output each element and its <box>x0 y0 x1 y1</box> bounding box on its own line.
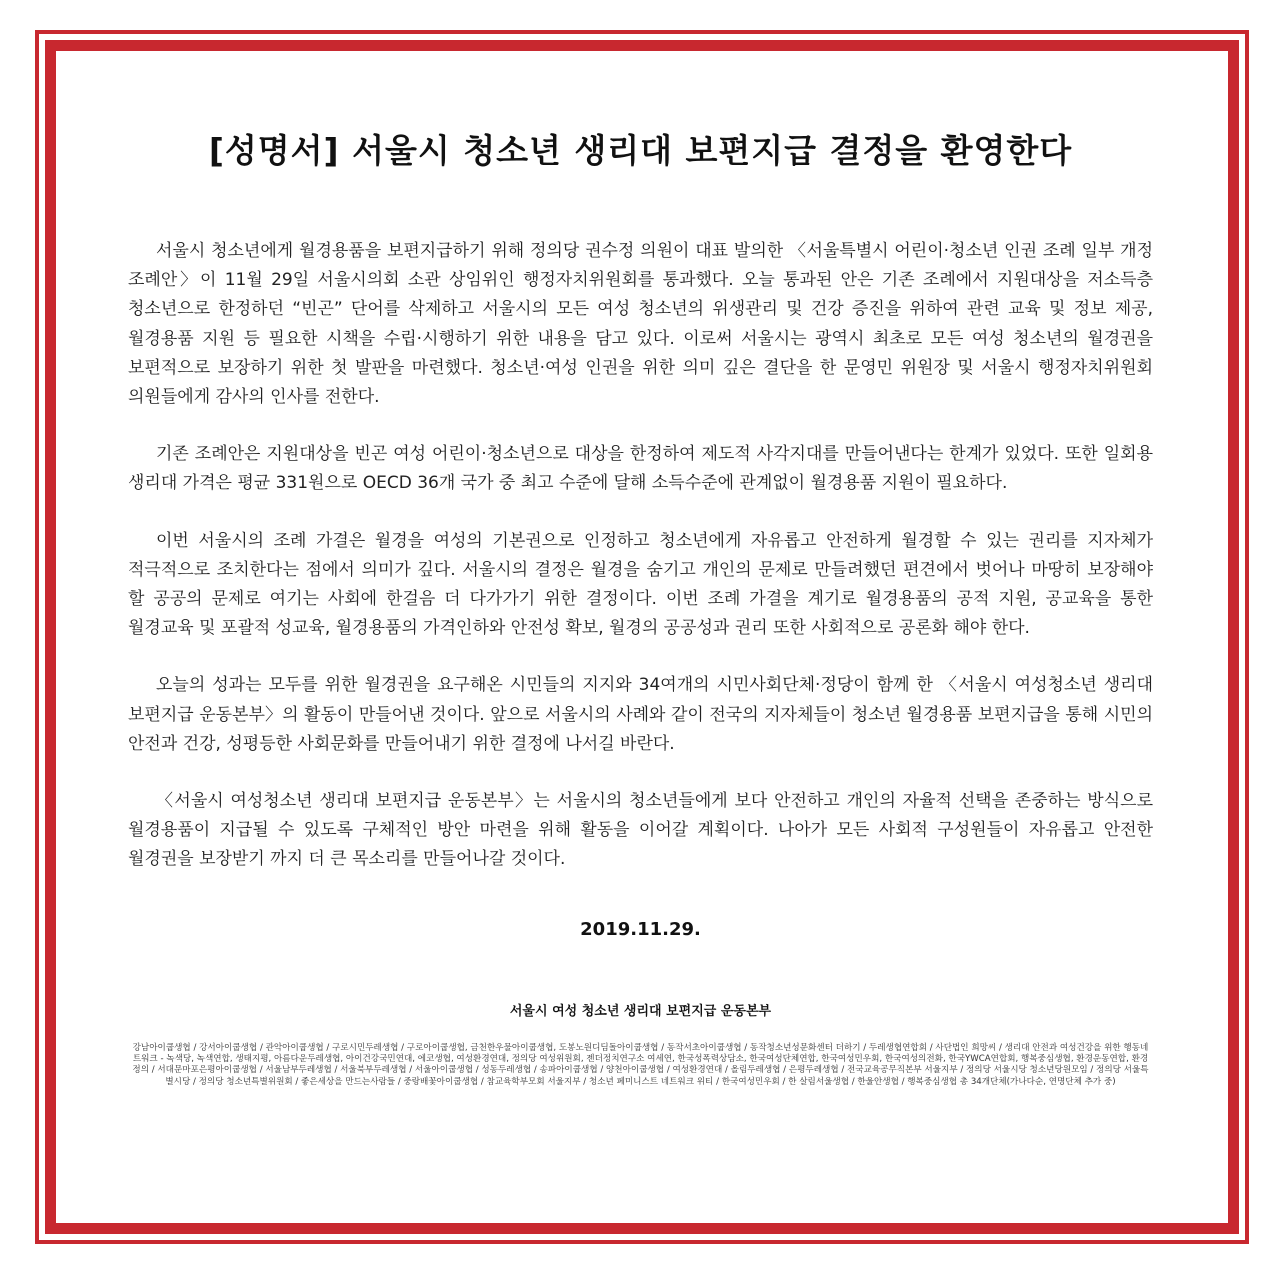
organization-name: 서울시 여성 청소년 생리대 보편지급 운동본부 <box>509 1003 772 1019</box>
paragraph-4: 오늘의 성과는 모두를 위한 월경권을 요구해온 시민들의 지지와 34여개의 시민사회단체·정당이 함께 한 〈서울시 여성청소년 생리대 보편지급 운동본부〉의 활동이 만들어낸 것이다. 앞으로 서울시의 사례와 같이 전국의 지자체들이 청소년 월경용품 보편지급을 통해 시민의 안전과 건강, 성평등한 사회문화를 만들어내기 위한 결정에 나서길 바란다. <box>128 675 1153 754</box>
statement-date: 2019.11.29. <box>580 918 701 940</box>
statement-document <box>128 120 1153 1088</box>
statement-body <box>128 237 1153 875</box>
paragraph-3: 이번 서울시의 조례 가결은 월경을 여성의 기본권으로 인정하고 청소년에게 자유롭고 안전하게 월경할 수 있는 권리를 지자체가 적극적으로 조치한다는 점에서 의미가 깊다. 서울시의 결정은 월경을 숨기고 개인의 문제로 만들려했던 편견에서 벗어나 마땅히 보장해야 할 공공의 문제로 여기는 사회에 한걸음 더 다가가기 위한 결정이다. 이번 조례 가결을 계기로 월경용품의 공적 지원, 공교육을 통한 월경교육 및 포괄적 성교육, 월경용품의 가격인하와 안전성 확보, 월경의 공공성과 권리 또한 사회적으로 공론화 해야 한다. <box>128 530 1153 639</box>
member-organizations-list: 강남아이쿱생협 / 강서아이쿱생협 / 관악아이쿱생협 / 구로시민두레생협 / 구로아이쿱생협, 금천한우물아이쿱생협, 도봉노원디딤돌아이쿱생협 / 동작서초아이쿱생협 / 동작청소년성문화센터 더하기 / 두레생협연합회 / 사단법인 희망씨 / 생리대 안전과 여성건강을 위한 행동네트워크 - 녹색당, 녹색연합, 생태지평, 아름다운두레생협, 아이건강국민연대, 에코생협, 여성환경연대, 정의당 여성위원회, 젠더정치연구소 여세연, 한국성폭력상담소, 한국여성단체연합, 한국여성민우회, 한국여성의전화, 한국YWCA연합회, 행복중심생협, 환경운동연합, 환경정의 / 서대문마포은평아이쿱생협 / 서울남부두레생협 / 서울북부두레생협 / 서울아이쿱생협 / 성동두레생협 / 송파아이쿱생협 / 양천아이쿱생협 / 여성환경연대 / 올림두레생협 / 은평두레생협 / 전국교육공무직본부 서울지부 / 정의당 서울시당 청소년당원모임 / 정의당 서울특별시당 / 정의당 청소년특별위원회 / 좋은세상을 만드는사람들 / 중랑배꽃아이쿱생협 / 참교육학부모회 서울지부 / 청소년 페미니스트 네트워크 위티 / 한국여성민우회 / 한 살림서울생협 / 한울안생협 / 행복중심생협 총 34개단체(가나다순, 연명단체 추가 중) <box>132 1042 1149 1087</box>
paragraph-2: 기존 조례안은 지원대상을 빈곤 여성 어린이·청소년으로 대상을 한정하여 제도적 사각지대를 만들어낸다는 한계가 있었다. 또한 일회용 생리대 가격은 평균 331원으로 OECD 36개 국가 중 최고 수준에 달해 소득수준에 관계없이 월경용품 지원이 필요하다. <box>128 444 1153 494</box>
document-title: [성명서] 서울시 청소년 생리대 보편지급 결정을 환영한다 <box>208 131 1073 170</box>
paragraph-5: 〈서울시 여성청소년 생리대 보편지급 운동본부〉는 서울시의 청소년들에게 보다 안전하고 개인의 자율적 선택을 존중하는 방식으로 월경용품이 지급될 수 있도록 구체적인 방안 마련을 위해 활동을 이어갈 계획이다. 나아가 모든 사회적 구성원들이 자유롭고 안전한 월경권을 보장받기 까지 더 큰 목소리를 만들어나갈 것이다. <box>128 791 1153 870</box>
paragraph-1: 서울시 청소년에게 월경용품을 보편지급하기 위해 정의당 권수정 의원이 대표 발의한 〈서울특별시 어린이·청소년 인권 조례 일부 개정 조례안〉이 11월 29일 서울시의회 소관 상임위인 행정자치위원회를 통과했다. 오늘 통과된 안은 기존 조례에서 지원대상을 저소득층 청소년으로 한정하던 “빈곤” 단어를 삭제하고 서울시의 모든 여성 청소년의 위생관리 및 건강 증진을 위하여 관련 교육 및 정보 제공, 월경용품 지원 등 필요한 시책을 수립·시행하기 위한 내용을 담고 있다. 이로써 서울시는 광역시 최초로 모든 여성 청소년의 월경권을 보편적으로 보장하기 위한 첫 발판을 마련했다. 청소년·여성 인권을 위한 의미 깊은 결단을 한 문영민 위원장 및 서울시 행정자치위원회 의원들에게 감사의 인사를 전한다. <box>128 241 1153 408</box>
